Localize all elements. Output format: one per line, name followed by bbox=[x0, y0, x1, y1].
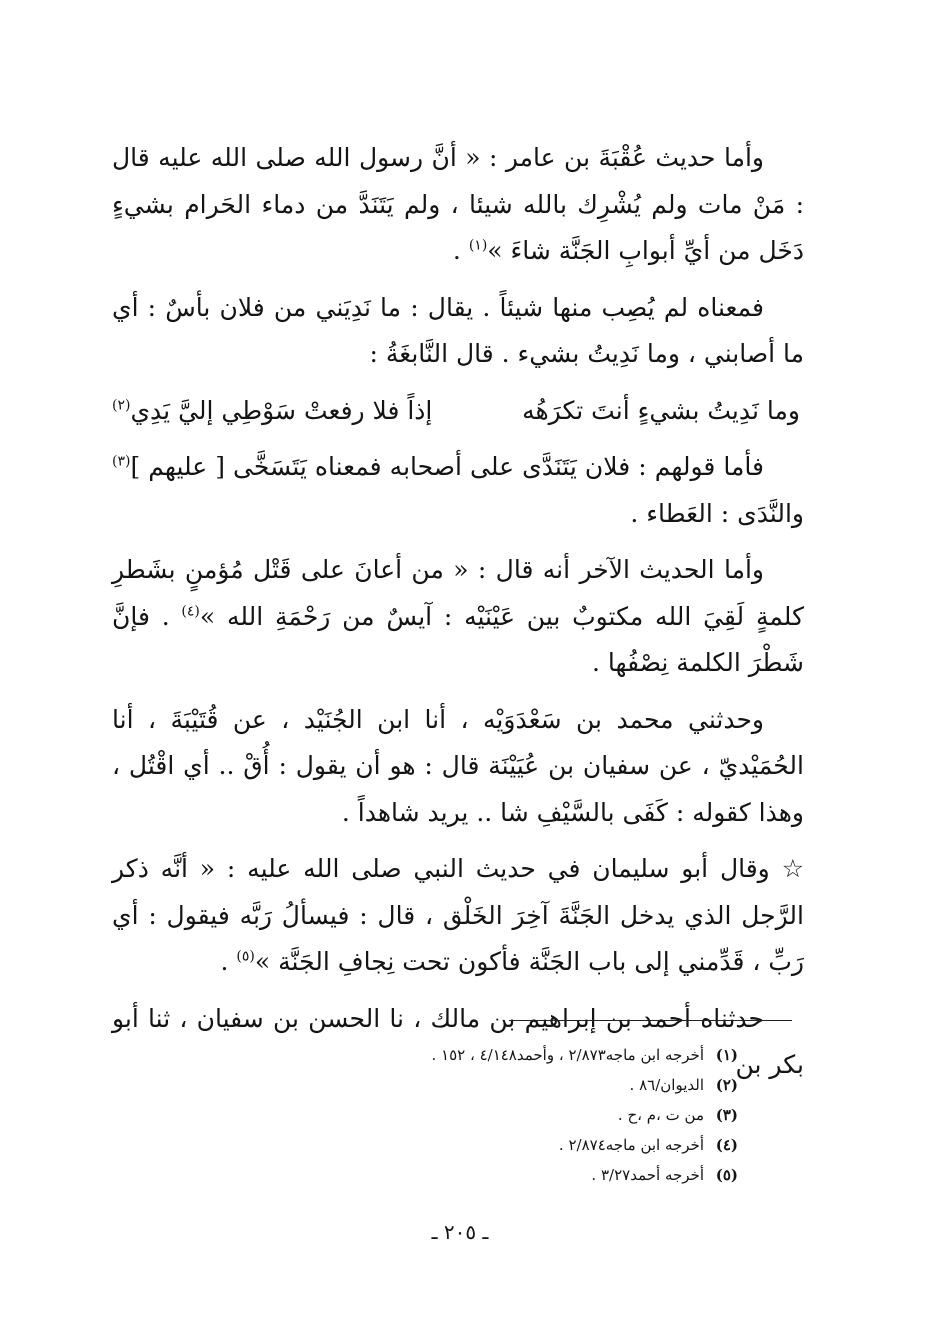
paragraph-meaning bbox=[112, 285, 804, 378]
verse-first-hemistich: وما نَدِيتُ بشيءٍ أنتَ تكرَهُه bbox=[522, 395, 800, 425]
paragraph-tail: . bbox=[452, 236, 469, 265]
footnote-text: أخرجه أحمد٣/٢٧ . bbox=[591, 1166, 704, 1184]
paragraph-other-hadith bbox=[112, 547, 804, 687]
footnote-number: (٥) bbox=[715, 1166, 738, 1184]
paragraph-tail: . bbox=[220, 947, 237, 976]
footnote-marker: (١) bbox=[468, 237, 488, 254]
footnote-number: (٤) bbox=[715, 1136, 738, 1154]
footnote-text: من ت ،م ،ح . bbox=[617, 1106, 704, 1124]
paragraph-text: فمعناه لم يُصِب منها شيئاً . يقال : ما نَدِيَني من فلان بأسٌ : أي ما أصابني ، وما نَدِيتُ بشيء . قال النَّابغَةُ : bbox=[112, 292, 804, 368]
footnote-3 bbox=[300, 1100, 738, 1130]
paragraph-uqba-hadith bbox=[112, 135, 804, 275]
paragraph-abu-sulayman bbox=[112, 846, 804, 986]
footnote-marker: (٣) bbox=[112, 453, 131, 470]
footnote-marker: (٤) bbox=[181, 603, 200, 620]
page-number: ـ ٢٠٥ ـ bbox=[431, 1220, 489, 1244]
footnote-5 bbox=[300, 1160, 738, 1190]
footnote-number: (٢) bbox=[715, 1076, 738, 1094]
paragraph-text: وأما الحديث الآخر أنه قال : « من أعانَ على قَتْل مُؤمنٍ بشَطرِ كلمةٍ لَقِيَ الله مكتوبٌ بين عَيْنَيْه : آيسٌ من رَحْمَةِ الله » bbox=[112, 555, 804, 631]
footnote-text: الديوان/٨٦ . bbox=[629, 1076, 704, 1094]
footnote-number: (١) bbox=[715, 1046, 738, 1064]
footnote-2 bbox=[300, 1070, 738, 1100]
paragraph-tail: . فإنَّ شَطْرَ الكلمة نِصْفُها . bbox=[112, 601, 804, 677]
verse-second-hemistich bbox=[112, 388, 432, 435]
main-text bbox=[112, 135, 804, 1099]
paragraph-yatanadda bbox=[112, 444, 804, 537]
poetry-verse bbox=[112, 388, 804, 435]
footnotes bbox=[300, 1040, 738, 1190]
footnote-marker: (٥) bbox=[236, 948, 255, 965]
footnote-text: أخرجه ابن ماجه٢/٨٧٤ . bbox=[558, 1136, 704, 1154]
paragraph-tail: والنَّدَى : العَطاء . bbox=[630, 498, 804, 528]
footnote-marker: (٢) bbox=[112, 397, 131, 414]
paragraph-text: وحدثني محمد بن سَعْدَوَيْه ، أنا ابن الجُنَيْد ، عن قُتَيْبَةَ ، أنا الحُمَيْديّ ، عن سفيان بن عُيَيْنَة قال : هو أن يقول : أُقْ .. أي اقْتُل ، وهذا كقوله : كَفَى بالسَّيْفِ شا .. يريد شاهداً . bbox=[112, 704, 804, 827]
paragraph-isnad-sufyan bbox=[112, 697, 804, 837]
paragraph-text: ☆ وقال أبو سليمان في حديث النبي صلى الله عليه : « أنَّه ذكر الرَّجل الذي يدخل الجَنَّةَ آخِرَ الخَلْق ، قال : فيسألُ رَبَّه فيقول : أي رَبِّ ، قَدِّمني إلى باب الجَنَّة فأكون تحت نِجافِ الجَنَّة » bbox=[112, 854, 804, 976]
verse-second-text: إذاً فلا رفعتْ سَوْطِي إليَّ يَدِي bbox=[130, 395, 433, 425]
paragraph-text: فأما قولهم : فلان يَتَنَدَّى على أصحابه فمعناه يَتَسَخَّى [ عليهم ] bbox=[130, 452, 764, 481]
footnote-4 bbox=[300, 1130, 738, 1160]
paragraph-text: حدثناه أحمد بن إبراهيم بن مالك ، نا الحسن بن سفيان ، ثنا أبو بكر بن bbox=[112, 1003, 804, 1079]
paragraph-text: وأما حديث عُقْبَةَ بن عامر : « أنَّ رسول الله صلى الله عليه قال : مَنْ مات ولم يُشْرِك بالله شيئا ، ولم يَتَنَدَّ من دماء الحَرام بشيءٍ دَخَل من أيِّ أبوابِ الجَنَّة شاءَ » bbox=[112, 143, 804, 265]
footnote-1 bbox=[300, 1040, 738, 1070]
footnote-divider bbox=[509, 1020, 792, 1021]
footnote-text: أخرجه ابن ماجه٢/٨٧٣ ، وأحمد٤/١٤٨ ، ١٥٢ . bbox=[431, 1046, 704, 1064]
footnote-number: (٣) bbox=[715, 1106, 738, 1124]
